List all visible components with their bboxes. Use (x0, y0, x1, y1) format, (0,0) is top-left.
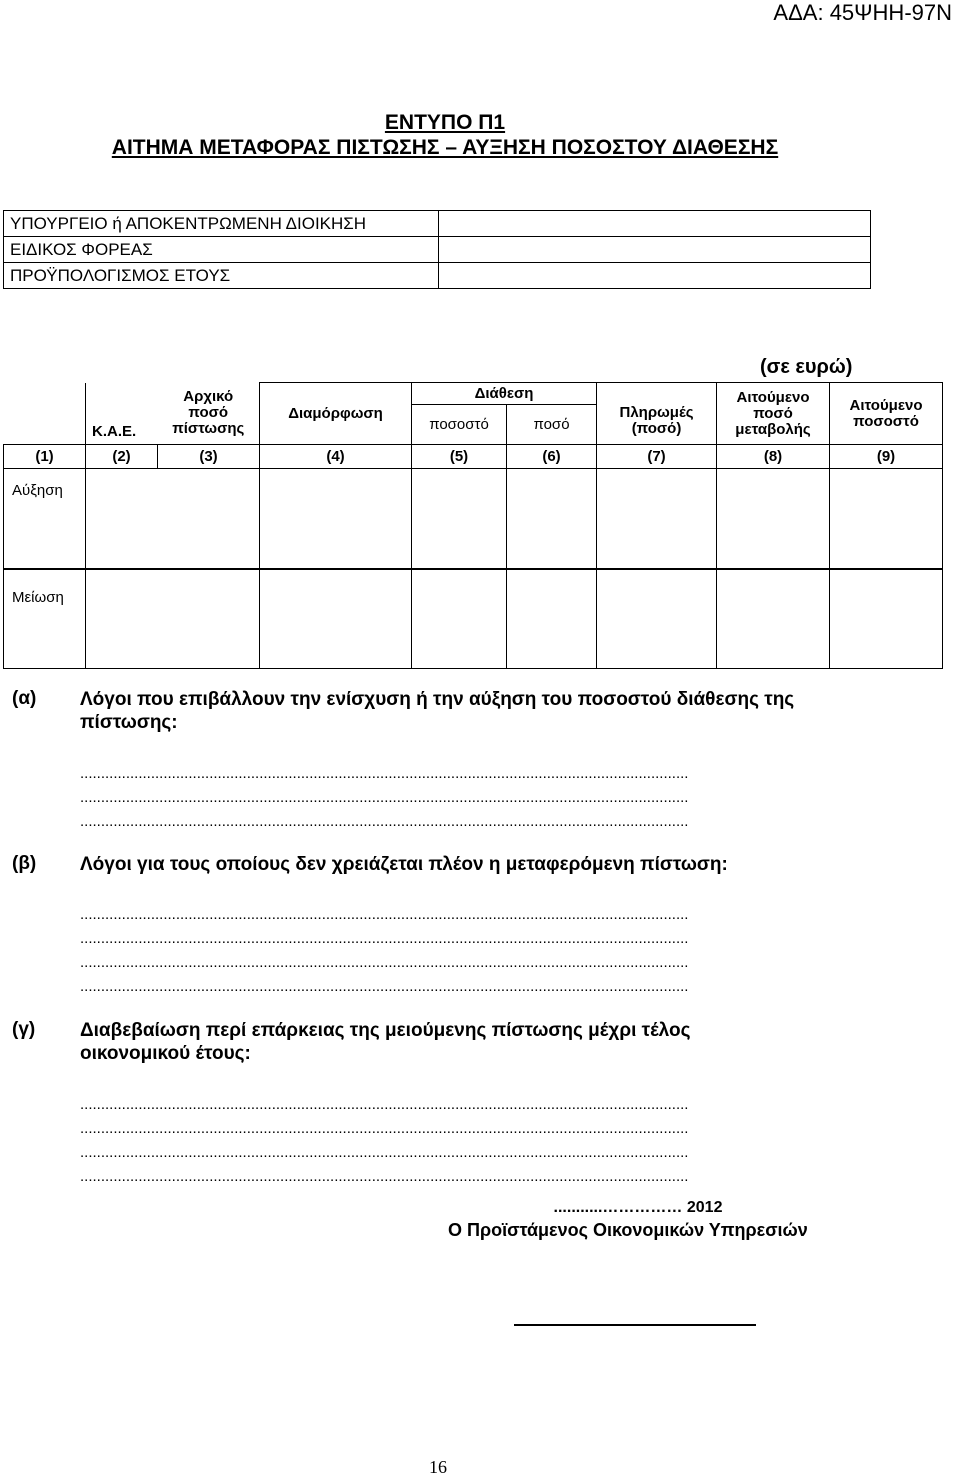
info-row (4, 211, 871, 237)
ada-code: ΑΔΑ: 45ΨΗΗ-97Ν (773, 0, 952, 25)
cell-increase-kae[interactable] (86, 469, 260, 569)
transfer-table (3, 382, 943, 669)
answer-line-b-3[interactable]: .................................................................................................................................................. (80, 954, 689, 971)
cell-decrease-disposal-pct[interactable] (412, 569, 507, 669)
cell-increase-payments[interactable] (597, 469, 717, 569)
section-a-text: Λόγοι που επιβάλλουν την ενίσχυση ή την αύξηση του ποσοστού διάθεσης της πίστωσης: (80, 689, 795, 733)
answer-line-b-2[interactable]: .................................................................................................................................................. (80, 930, 689, 947)
cell-increase-disposal-amt[interactable] (507, 469, 597, 569)
col-number-2: (2) (86, 445, 158, 469)
cell-increase-disposal-pct[interactable] (412, 469, 507, 569)
info-label-ministry: ΥΠΟΥΡΓΕΙΟ ή ΑΠΟΚΕΝΤΡΩΜΕΝΗ ΔΙΟΙΚΗΣΗ (4, 211, 439, 237)
col-number-4: (4) (260, 445, 412, 469)
section-c-text: Διαβεβαίωση περί επάρκειας της μειούμενης πίστωσης μέχρι τέλος οικονομικού έτους: (80, 1020, 691, 1064)
header-kae: Κ.Α.Ε. (86, 383, 158, 445)
col-number-1: (1) (4, 445, 86, 469)
answer-line-b-1[interactable]: .................................................................................................................................................. (80, 906, 689, 923)
answer-line-c-3[interactable]: .................................................................................................................................................. (80, 1144, 689, 1161)
answer-line-b-4[interactable]: .................................................................................................................................................. (80, 978, 689, 995)
answer-line-c-1[interactable]: .................................................................................................................................................. (80, 1096, 689, 1113)
info-row (4, 237, 871, 263)
header-info-table (3, 210, 871, 289)
sign-date: ...........…………… 2012 (553, 1199, 723, 1216)
answer-line-c-4[interactable]: .................................................................................................................................................. (80, 1168, 689, 1185)
row-label-increase: Αύξηση (4, 469, 86, 569)
info-row (4, 263, 871, 289)
form-subtitle: ΑΙΤΗΜΑ ΜΕΤΑΦΟΡΑΣ ΠΙΣΤΩΣΗΣ – ΑΥΞΗΣΗ ΠΟΣΟΣΤΟΥ ΔΙΑΘΕΣΗΣ (111, 136, 779, 159)
info-value-ministry[interactable] (439, 211, 871, 237)
cell-decrease-formation[interactable] (260, 569, 412, 669)
answer-line-a-1[interactable]: .................................................................................................................................................. (80, 765, 689, 782)
header-formation: Διαμόρφωση (260, 383, 412, 445)
header-disposal-percentage: ποσοστό (412, 405, 507, 445)
signature-line[interactable] (514, 1324, 756, 1326)
cell-decrease-req-pct[interactable] (830, 569, 943, 669)
answer-line-c-2[interactable]: .................................................................................................................................................. (80, 1120, 689, 1137)
table-row (4, 569, 943, 669)
section-b-mark: (β) (12, 853, 37, 874)
col-number-3: (3) (158, 445, 260, 469)
header-requested-percentage: Αιτούμενο ποσοστό (830, 383, 943, 445)
cell-decrease-req-amt[interactable] (717, 569, 830, 669)
cell-increase-formation[interactable] (260, 469, 412, 569)
cell-decrease-disposal-amt[interactable] (507, 569, 597, 669)
col-number-6: (6) (507, 445, 597, 469)
col-number-8: (8) (717, 445, 830, 469)
header-initial-amount: Αρχικό ποσό πίστωσης (158, 383, 260, 445)
header-payments: Πληρωμές (ποσό) (597, 383, 717, 445)
form-title: ΕΝΤΥΠΟ Π1 (384, 111, 506, 134)
info-value-agency[interactable] (439, 237, 871, 263)
info-value-budget-year[interactable] (439, 263, 871, 289)
section-b-text: Λόγοι για τους οποίους δεν χρειάζεται πλέον η μεταφερόμενη πίστωση: (80, 854, 728, 875)
header-disposal-amount: ποσό (507, 405, 597, 445)
header-requested-amount: Αιτούμενο ποσό μεταβολής (717, 383, 830, 445)
info-label-budget-year: ΠΡΟΫΠΟΛΟΓΙΣΜΟΣ ΕΤΟΥΣ (4, 263, 439, 289)
unit-note: (σε ευρώ) (760, 356, 853, 378)
cell-increase-req-amt[interactable] (717, 469, 830, 569)
table-row (4, 469, 943, 569)
answer-line-a-2[interactable]: .................................................................................................................................................. (80, 789, 689, 806)
cell-decrease-payments[interactable] (597, 569, 717, 669)
cell-increase-req-pct[interactable] (830, 469, 943, 569)
info-label-agency: ΕΙΔΙΚΟΣ ΦΟΡΕΑΣ (4, 237, 439, 263)
section-a-mark: (α) (12, 688, 37, 709)
header-disposal: Διάθεση (412, 383, 597, 405)
cell-decrease-kae[interactable] (86, 569, 260, 669)
row-label-decrease: Μείωση (4, 569, 86, 669)
signer-title: Ο Προϊστάμενος Οικονομικών Υπηρεσιών (448, 1220, 808, 1240)
page-number: 16 (429, 1457, 447, 1477)
section-c-mark: (γ) (12, 1019, 36, 1040)
col-number-5: (5) (412, 445, 507, 469)
col-number-7: (7) (597, 445, 717, 469)
col-number-9: (9) (830, 445, 943, 469)
header-blank-corner (4, 383, 86, 445)
answer-line-a-3[interactable]: .................................................................................................................................................. (80, 813, 689, 830)
